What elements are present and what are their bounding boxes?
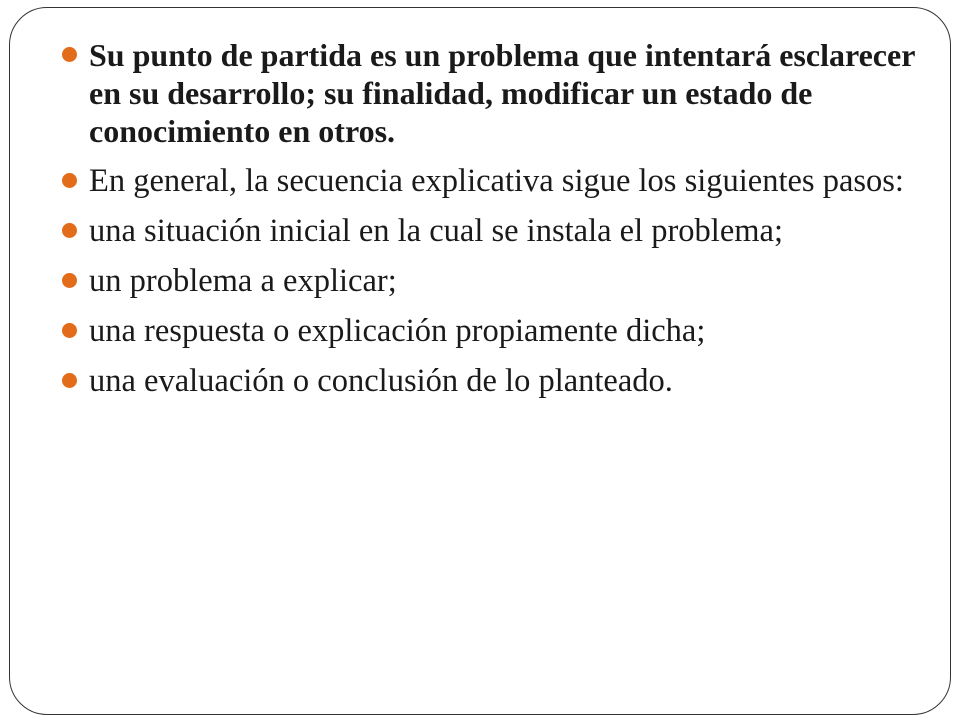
bullet-item: [62, 212, 932, 250]
bullet-dot-icon: [62, 173, 77, 188]
bullet-text: una situación inicial en la cual se instala el problema;: [89, 213, 783, 249]
bullet-item: [62, 162, 932, 200]
bullet-dot-icon: [62, 223, 77, 238]
bullet-dot-icon: [62, 47, 77, 62]
bullet-item: [62, 362, 932, 400]
bullet-dot-icon: [62, 323, 77, 338]
bullet-dot-icon: [62, 373, 77, 388]
bullet-item: [62, 262, 932, 300]
bullet-text: una respuesta o explicación propiamente dicha;: [89, 313, 706, 349]
bullet-text: Su punto de partida es un problema que intentará esclarecer en su desarrollo; su finalidad, modificar un estado de conocimiento en otros.: [89, 37, 915, 149]
bullet-text: En general, la secuencia explicativa sigue los siguientes pasos:: [89, 163, 904, 199]
bullet-list: [62, 36, 932, 412]
bullet-item: [62, 36, 932, 150]
bullet-dot-icon: [62, 273, 77, 288]
bullet-text: un problema a explicar;: [89, 263, 397, 299]
bullet-item: [62, 312, 932, 350]
bullet-text: una evaluación o conclusión de lo planteado.: [89, 363, 673, 399]
